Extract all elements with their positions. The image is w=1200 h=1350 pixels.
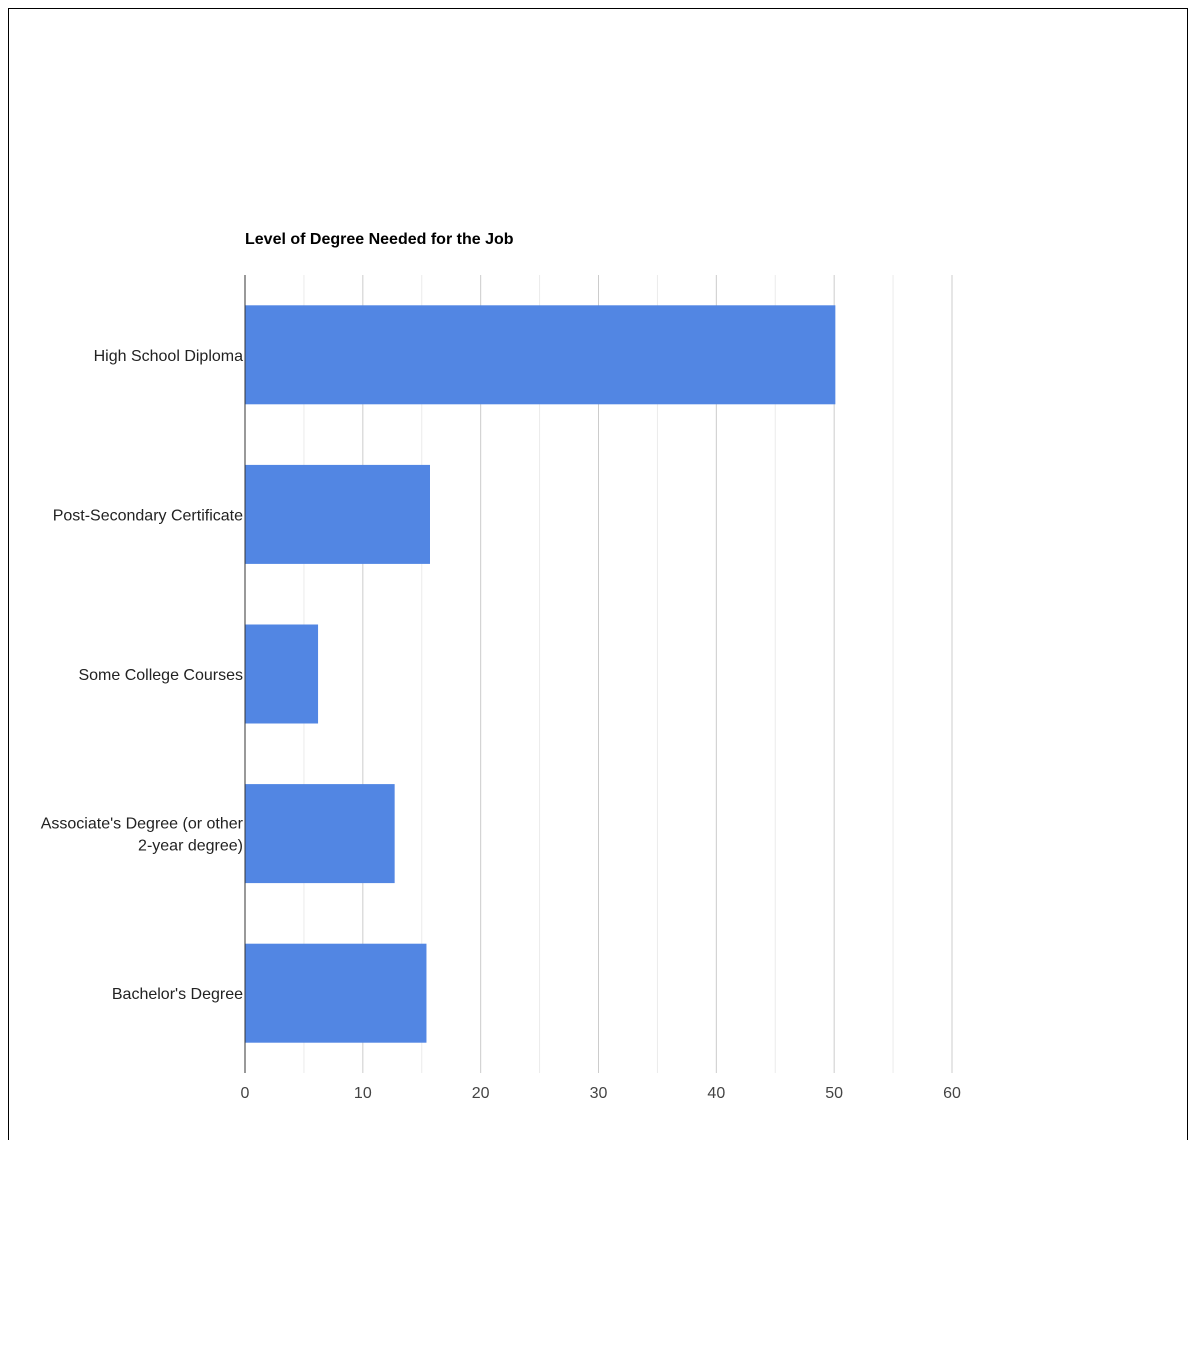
bar[interactable] (245, 625, 318, 724)
x-tick-label: 60 (943, 1085, 961, 1102)
category-label (78, 667, 243, 684)
category-label-line: Associate's Degree (or other (40, 815, 243, 833)
category-label-line: Some College Courses (78, 667, 243, 684)
x-tick-label: 30 (589, 1085, 608, 1102)
category-label (112, 986, 243, 1003)
x-tick-label: 20 (471, 1085, 490, 1102)
category-label-line: Post-Secondary Certificate (52, 507, 243, 525)
x-tick-label: 40 (707, 1085, 726, 1102)
bar[interactable] (245, 944, 426, 1043)
category-labels (41, 348, 244, 1003)
category-label (94, 348, 244, 365)
x-tick-label: 10 (353, 1085, 372, 1102)
chart-title: Level of Degree Needed for the Job (245, 231, 514, 248)
category-label-line: 2-year degree) (138, 837, 243, 855)
category-label (53, 507, 243, 524)
bar[interactable] (245, 305, 835, 404)
x-tick-label: 50 (825, 1085, 844, 1102)
x-tick-labels (241, 1085, 961, 1102)
category-label-line: Bachelor's Degree (111, 986, 243, 1004)
bar[interactable] (245, 465, 430, 564)
category-label (41, 816, 244, 855)
bar[interactable] (245, 784, 395, 883)
category-label-line: High School Diploma (93, 347, 243, 365)
x-tick-label: 0 (240, 1085, 250, 1102)
bars-layer (245, 305, 835, 1042)
